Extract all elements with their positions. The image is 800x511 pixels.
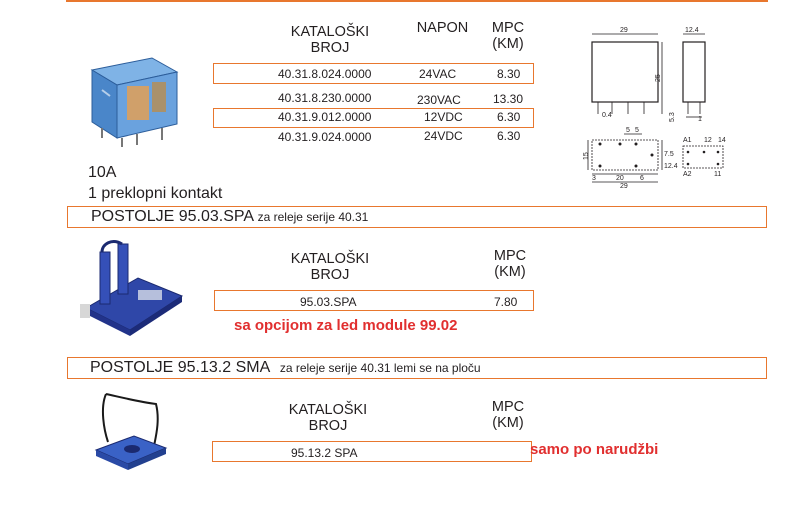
top-rule — [66, 0, 768, 2]
header-catalog: KATALOŠKI BROJ — [290, 24, 370, 56]
svg-text:15: 15 — [583, 152, 590, 160]
svg-text:1: 1 — [698, 116, 702, 123]
row-2-voltage: 230VAC — [417, 93, 461, 107]
row-box-1 — [213, 63, 534, 84]
svg-text:6: 6 — [640, 175, 644, 182]
svg-text:5: 5 — [626, 127, 630, 134]
socket1-header-price: MPC (KM) — [493, 248, 527, 280]
row-4-price: 6.30 — [497, 129, 521, 143]
svg-text:11: 11 — [714, 171, 722, 178]
socket2-row-box — [212, 441, 532, 462]
current-rating: 10A — [88, 164, 117, 181]
socket1-note: sa opcijom za led module 99.02 — [234, 317, 458, 334]
header-voltage: NAPON — [416, 20, 469, 36]
row-3-voltage: 12VDC — [424, 110, 463, 124]
pcb-socket-icon — [90, 390, 170, 472]
socket1-code: 95.03.SPA — [300, 295, 357, 309]
socket2-code: 95.13.2 SPA — [291, 446, 358, 460]
row-3-price: 6.30 — [497, 110, 521, 124]
svg-text:5: 5 — [635, 127, 639, 134]
socket1-price: 7.80 — [494, 295, 518, 309]
svg-text:3: 3 — [592, 175, 596, 182]
svg-text:20: 20 — [616, 175, 624, 182]
contact-type: 1 preklopni kontakt — [88, 185, 223, 202]
socket-icon — [78, 238, 186, 338]
svg-text:25: 25 — [655, 74, 662, 82]
relay-image — [82, 50, 182, 148]
svg-text:14: 14 — [718, 137, 726, 144]
svg-text:12.4: 12.4 — [664, 163, 678, 170]
header-price: MPC (KM) — [491, 20, 525, 52]
socket2-header-price: MPC (KM) — [491, 399, 525, 431]
row-2-price: 13.30 — [493, 92, 524, 106]
row-box-3 — [213, 108, 534, 128]
svg-text:12.4: 12.4 — [685, 27, 699, 34]
socket2-title-text: POSTOLJE 95.13.2 SMA — [90, 359, 270, 376]
socket1-row-box — [214, 290, 534, 311]
row-2-code: 40.31.8.230.0000 — [278, 91, 372, 105]
svg-text:29: 29 — [620, 27, 628, 34]
socket2-note: samo po narudžbi — [530, 441, 659, 458]
row-4-voltage: 24VDC — [424, 129, 463, 143]
socket1-title-text: POSTOLJE 95.03.SPA — [91, 208, 254, 225]
row-1-price: 8.30 — [497, 67, 521, 81]
svg-text:29: 29 — [620, 183, 628, 190]
socket2-header-catalog: KATALOŠKI BROJ — [288, 402, 368, 434]
socket1-subtitle: za releje serije 40.31 — [257, 210, 369, 224]
row-1-code: 40.31.8.024.0000 — [278, 67, 372, 81]
row-3-code: 40.31.9.012.0000 — [278, 110, 372, 124]
svg-text:A2: A2 — [683, 171, 692, 178]
socket1-title — [91, 208, 368, 226]
socket2-subtitle: za releje serije 40.31 lemi se na ploču — [279, 361, 481, 375]
relay-icon — [82, 50, 182, 148]
svg-text:7.5: 7.5 — [664, 151, 674, 158]
relay-dimension-drawing — [580, 22, 740, 196]
svg-text:A1: A1 — [683, 137, 692, 144]
socket1-header-catalog: KATALOŠKI BROJ — [290, 251, 370, 283]
row-4-code: 40.31.9.024.0000 — [278, 130, 372, 144]
socket1-image — [78, 238, 186, 338]
dimension-drawing-svg — [580, 22, 740, 196]
socket2-image — [90, 390, 170, 472]
svg-text:5.3: 5.3 — [669, 112, 676, 122]
svg-text:12: 12 — [704, 137, 712, 144]
row-1-voltage: 24VAC — [419, 67, 457, 81]
svg-text:0.4: 0.4 — [602, 112, 612, 119]
socket2-title — [90, 359, 481, 377]
